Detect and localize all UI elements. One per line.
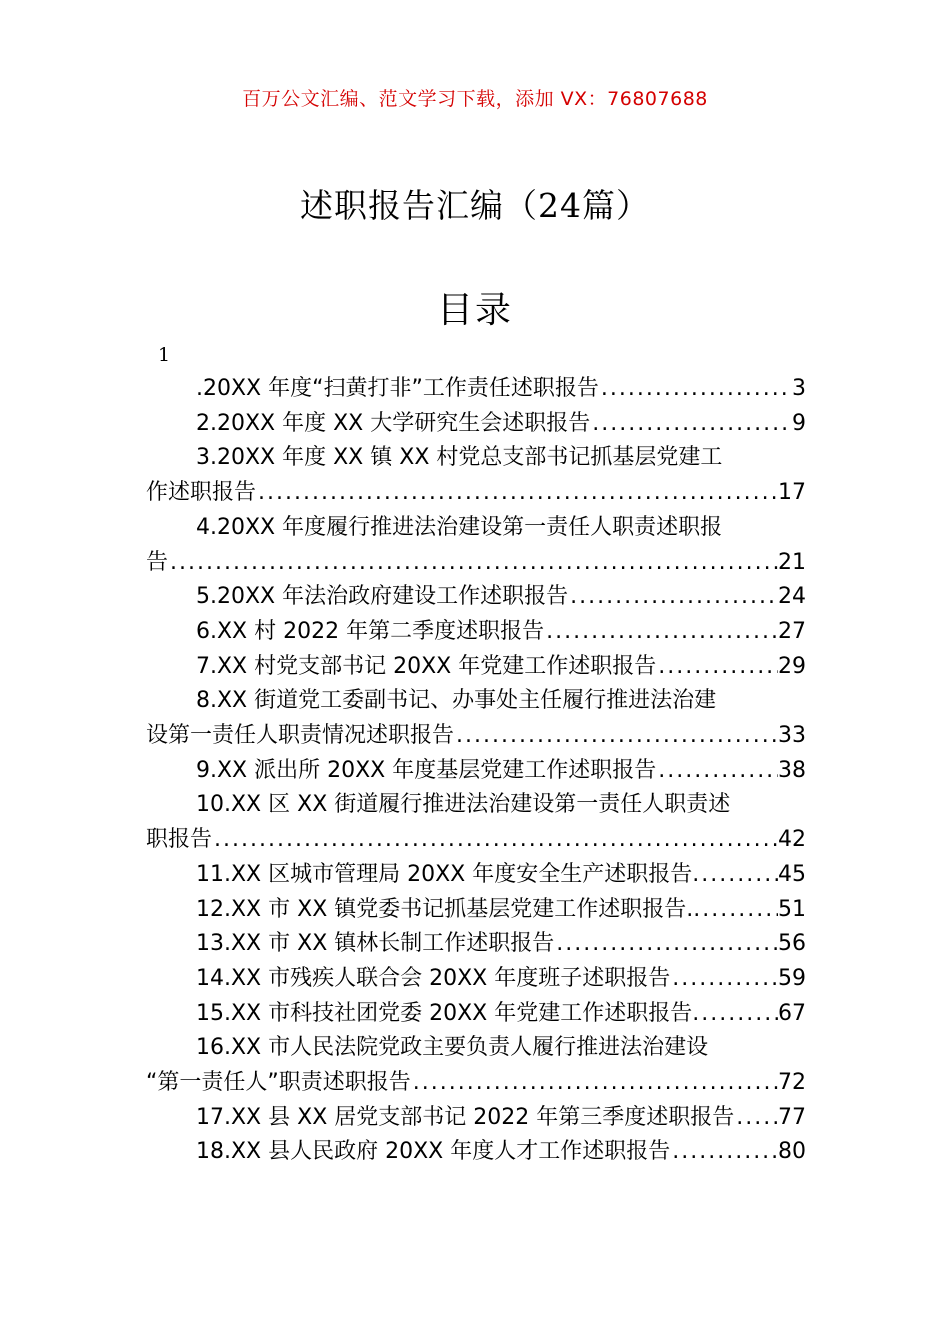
toc-page-number: 67 [778,1000,806,1026]
toc-entry[interactable] [146,997,806,1032]
toc-leader-dots [670,962,778,997]
toc-entry-line [146,580,806,615]
toc-page-number: 27 [778,618,806,644]
toc-entry-line [146,407,806,442]
toc-leader-dots [544,615,778,650]
toc-entry[interactable] [146,684,806,753]
toc-entry-title-continued: 告 [146,549,169,575]
toc-entry-line [146,1101,806,1136]
toc-entry[interactable] [146,927,806,962]
toc-page-number: 51 [778,896,806,922]
toc-entry[interactable] [146,441,806,510]
toc-entry-line [146,719,806,754]
toc-entry-title: 17.XX 县 XX 居党支部书记 2022 年第三季度述职报告 [196,1104,735,1130]
toc-leader-dots [656,754,778,789]
toc-entry-title-continued: 设第一责任人职责情况述职报告 [146,723,455,749]
toc-page-number: 33 [778,723,806,749]
toc-entry[interactable] [146,962,806,997]
toc-entry[interactable] [146,580,806,615]
toc-leader-dots [590,407,792,442]
toc-page-number: 29 [778,653,806,679]
toc-entry-line [146,441,806,476]
toc-leader-dots [411,1066,778,1101]
table-of-contents [146,372,806,1170]
toc-entry[interactable] [146,511,806,580]
toc-entry-title: 6.XX 村 2022 年第二季度述职报告 [196,618,545,644]
toc-leader-dots [168,546,778,581]
toc-entry[interactable] [146,1135,806,1170]
toc-entry-line [146,1031,806,1066]
toc-entry-title: 11.XX 区城市管理局 20XX 年度安全生产述职报告. [196,861,700,887]
toc-entry-line [146,511,806,546]
toc-leader-dots [699,997,778,1032]
toc-entry-title: 15.XX 市科技社团党委 20XX 年党建工作述职报告. [196,1000,700,1026]
toc-entry-line [146,754,806,789]
toc-entry-title: 13.XX 市 XX 镇林长制工作述职报告 [196,931,555,957]
toc-leader-dots [212,823,778,858]
toc-entry-title: 12.XX 市 XX 镇党委书记抓基层党建工作述职报告.. [196,896,701,922]
toc-entry[interactable] [146,615,806,650]
toc-entry-title: 4.20XX 年度履行推进法治建设第一责任人职责述职报 [196,514,723,540]
toc-page-number: 56 [778,931,806,957]
toc-page-number: 80 [778,1139,806,1165]
watermark-header: 百万公文汇编、范文学习下载，添加 VX：76807688 [242,88,708,110]
toc-page-number: 21 [778,549,806,575]
toc-entry-title: 2.20XX 年度 XX 大学研究生会述职报告 [196,410,591,436]
toc-entry-line [146,476,806,511]
toc-entry-line [146,546,806,581]
toc-entry-line [146,1066,806,1101]
toc-page-number: 17 [778,480,806,506]
toc-entry-line [146,684,806,719]
toc-entry-line [146,823,806,858]
toc-entry[interactable] [146,1031,806,1100]
toc-entry-line [146,788,806,823]
toc-leader-dots [599,372,792,407]
toc-entry-title: 8.XX 街道党工委副书记、办事处主任履行推进法治建 [196,688,717,714]
toc-entry[interactable] [146,788,806,857]
toc-entry-title-continued: “第一责任人”职责述职报告 [146,1070,411,1096]
toc-entry[interactable] [146,1101,806,1136]
toc-entry-title-continued: 作述职报告 [146,480,257,506]
toc-entry[interactable] [146,650,806,685]
toc-entry-title: 10.XX 区 XX 街道履行推进法治建设第一责任人职责述 [196,792,731,818]
toc-entry[interactable] [146,754,806,789]
toc-page-number: 9 [792,410,806,436]
toc-leader-dots [454,719,778,754]
toc-entry-line [146,372,806,407]
toc-entry-title: 14.XX 市残疾人联合会 20XX 年度班子述职报告 [196,965,671,991]
toc-leader-dots [568,580,778,615]
document-title [0,180,950,227]
toc-leader-dots [256,476,778,511]
title-suffix: 篇） [582,186,650,225]
toc-page-number: 59 [778,965,806,991]
toc-page-number: 3 [792,376,806,401]
toc-entry-title: 18.XX 县人民政府 20XX 年度人才工作述职报告 [196,1139,671,1165]
toc-entry[interactable] [146,858,806,893]
toc-page-number: 77 [778,1104,806,1130]
toc-heading: 目录 [436,290,513,331]
toc-entry-line [146,1135,806,1170]
toc-entry-title: 16.XX 市人民法院党政主要负责人履行推进法治建设 [196,1035,709,1061]
toc-entry-title: 3.20XX 年度 XX 镇 XX 村党总支部书记抓基层党建工 [196,445,723,471]
toc-entry-line [146,927,806,962]
toc-entry-line [146,858,806,893]
toc-entry-title: .20XX 年度“扫黄打非”工作责任述职报告 [196,376,599,401]
toc-page-number: 24 [778,584,806,610]
toc-entry-line [146,893,806,928]
toc-entry[interactable] [146,893,806,928]
toc-entry-line [146,615,806,650]
toc-page-number: 72 [778,1070,806,1096]
toc-entry-title-continued: 职报告 [146,827,213,853]
toc-entry[interactable] [146,372,806,407]
toc-leader-dots [700,893,778,928]
title-text: 述职报告汇编（ [300,186,538,225]
toc-leader-dots [699,858,778,893]
toc-page-number: 42 [778,827,806,853]
toc-leader-dots [734,1101,778,1136]
toc-leader-dots [670,1135,778,1170]
toc-entry-title: 9.XX 派出所 20XX 年度基层党建工作述职报告 [196,757,657,783]
toc-page-number: 38 [778,757,806,783]
toc-entry-title: 7.XX 村党支部书记 20XX 年党建工作述职报告 [196,653,657,679]
toc-leader-dots [656,650,778,685]
toc-entry[interactable] [146,407,806,442]
toc-entry-line [146,997,806,1032]
toc-entry-title: 5.20XX 年法治政府建设工作述职报告 [196,584,569,610]
toc-leader-dots [554,927,778,962]
toc-prefix-number: 1 [158,344,171,366]
toc-entry-line [146,650,806,685]
toc-entry-line [146,962,806,997]
title-count: 24 [538,186,582,225]
toc-page-number: 45 [778,861,806,887]
